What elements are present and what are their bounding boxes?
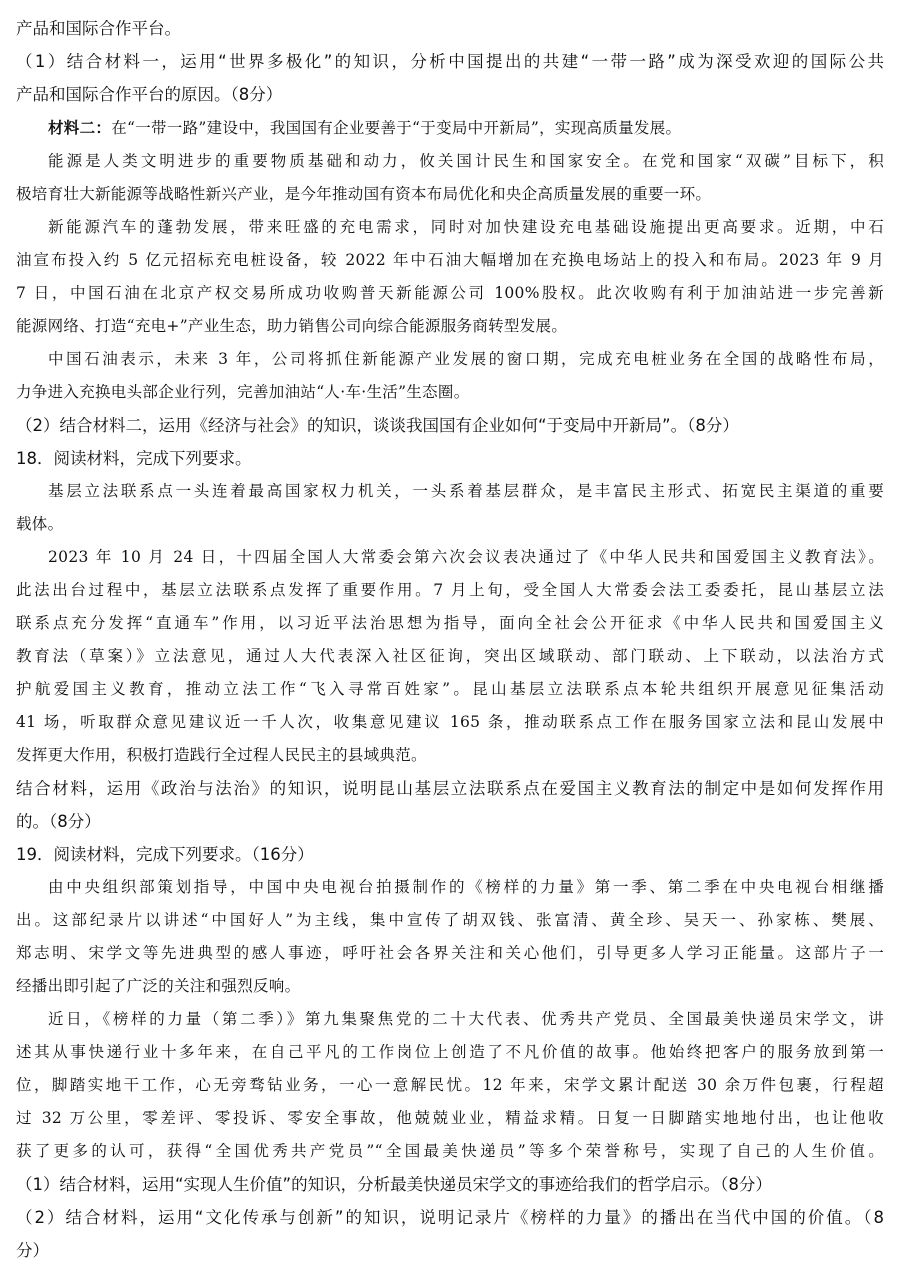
text-line: 力争进入充换电头部企业行列，完善加油站“人·车·生活”生态圈。	[16, 383, 470, 401]
text-line: 产品和国际合作平台。	[16, 19, 181, 38]
text-line: 此法出台过程中，基层立法联系点发挥了重要作用。7 月上旬，受全国人大常委会法工委委托，昆山基层立法	[16, 581, 884, 599]
material-2-label: 材料二：	[48, 118, 112, 137]
text-line: 新能源汽车的蓬勃发展，带来旺盛的充电需求，同时对加快建设充电基础设施提出更高要求。近期，中石	[48, 218, 884, 236]
text-line: 极培育壮大新能源等战略性新兴产业，是今年推动国有资本布局优化和央企高质量发展的重要一环。	[16, 185, 712, 203]
text-line: 位，脚踏实地干工作，心无旁骛钻业务，一心一意解民忧。12 年来，宋学文累计配送 30 余万件包裹，行程超	[16, 1076, 884, 1094]
text-line: 出。这部纪录片以讲述“中国好人”为主线，集中宣传了胡双钱、张富清、黄全珍、吴天一、孙家栋、樊展、	[16, 911, 884, 929]
question-19-2-prompt: （2）结合材料，运用“文化传承与创新”的知识，说明记录片《榜样的力量》的播出在当代中国的价值。（8	[16, 1208, 884, 1227]
text-line: 获了更多的认可，获得“全国优秀共产党员”“全国最美快递员”等多个荣誉称号，实现了自己的人生价值。	[16, 1142, 884, 1160]
text-line: 联系点充分发挥“直通车”作用，以习近平法治思想为指导，面向全社会公开征求《中华人民共和国爱国主义	[16, 614, 884, 632]
question-17-2-prompt: （2）结合材料二，运用《经济与社会》的知识，谈谈我国国有企业如何“于变局中开新局”。（8分）	[16, 416, 739, 435]
question-19-heading: 19．阅读材料，完成下列要求。（16分）	[16, 845, 314, 864]
text-line: 述其从事快递行业十多年来，在自己平凡的工作岗位上创造了不凡价值的故事。他始终把客户的服务放到第一	[16, 1043, 884, 1061]
text-line: 近日，《榜样的力量（第二季）》第九集聚焦党的二十大代表、优秀共产党员、全国最美快递员宋学文，讲	[48, 1010, 884, 1028]
question-18-prompt: 结合材料，运用《政治与法治》的知识，说明昆山基层立法联系点在爱国主义教育法的制定中是如何发挥作用	[16, 779, 884, 798]
text-line: 郑志明、宋学文等先进典型的感人事迹，呼吁社会各界关注和关心他们，引导更多人学习正能量。这部片子一	[16, 944, 884, 962]
question-19-2-score: 分）	[16, 1241, 49, 1260]
question-17-1-prompt: （1）结合材料一，运用“世界多极化”的知识，分析中国提出的共建“一带一路”成为深受欢迎的国际公共	[16, 52, 884, 71]
text-line: 发挥更大作用，积极打造践行全过程人民民主的县域典范。	[16, 746, 427, 764]
text-line: 7 日，中国石油在北京产权交易所成功收购普天新能源公司 100%股权。此次收购有利于加油站进一步完善新	[16, 284, 884, 302]
text-line: 载体。	[16, 515, 64, 533]
text-line: 能源网络、打造“充电+”产业生态，助力销售公司向综合能源服务商转型发展。	[16, 317, 568, 335]
text-line: 经播出即引起了广泛的关注和强烈反响。	[16, 977, 301, 995]
text-line: 过 32 万公里，零差评、零投诉、零安全事故，他兢兢业业，精益求精。日复一日脚踏实地地付出，也让他收	[16, 1109, 884, 1127]
text-line: 中国石油表示，未来 3 年，公司将抓住新能源产业发展的窗口期，完成充电桩业务在全国的战略性布局，	[48, 350, 884, 368]
text-line: 41 场，听取群众意见建议近一千人次，收集意见建议 165 条，推动联系点工作在服务国家立法和昆山发展中	[16, 713, 884, 731]
text-line: 由中央组织部策划指导，中国中央电视台拍摄制作的《榜样的力量》第一季、第二季在中央电视台相继播	[48, 878, 884, 896]
text-line: 能源是人类文明进步的重要物质基础和动力，攸关国计民生和国家安全。在党和国家“双碳”目标下，积	[48, 152, 884, 170]
material-2-intro: 在“一带一路”建设中，我国国有企业要善于“于变局中开新局”，实现高质量发展。	[111, 119, 682, 137]
text-line: 2023 年 10 月 24 日，十四届全国人大常委会第六次会议表决通过了《中华人民共和国爱国主义教育法》。	[48, 548, 884, 566]
question-19-1-prompt: （1）结合材料，运用“实现人生价值”的知识，分析最美快递员宋学文的事迹给我们的哲学启示。（8分）	[16, 1175, 772, 1194]
text-line: 油宣布投入约 5 亿元招标充电桩设备，较 2022 年中石油大幅增加在充换电场站上的投入和布局。2023 年 9 月	[16, 251, 884, 269]
text-line: 教育法（草案）》立法意见，通过人大代表深入社区征询，突出区域联动、部门联动、上下联动，以法治方式	[16, 647, 884, 665]
text-line: 基层立法联系点一头连着最高国家权力机关，一头系着基层群众，是丰富民主形式、拓宽民主渠道的重要	[48, 482, 884, 500]
question-18-heading: 18．阅读材料，完成下列要求。	[16, 449, 252, 468]
text-line: 护航爱国主义教育，推动立法工作“飞入寻常百姓家”。昆山基层立法联系点本轮共组织开展意见征集活动	[16, 680, 884, 698]
material-2-heading	[16, 111, 884, 145]
question-17-1-score: 产品和国际合作平台的原因。（8分）	[16, 85, 283, 104]
question-18-score: 的。（8分）	[16, 812, 101, 831]
